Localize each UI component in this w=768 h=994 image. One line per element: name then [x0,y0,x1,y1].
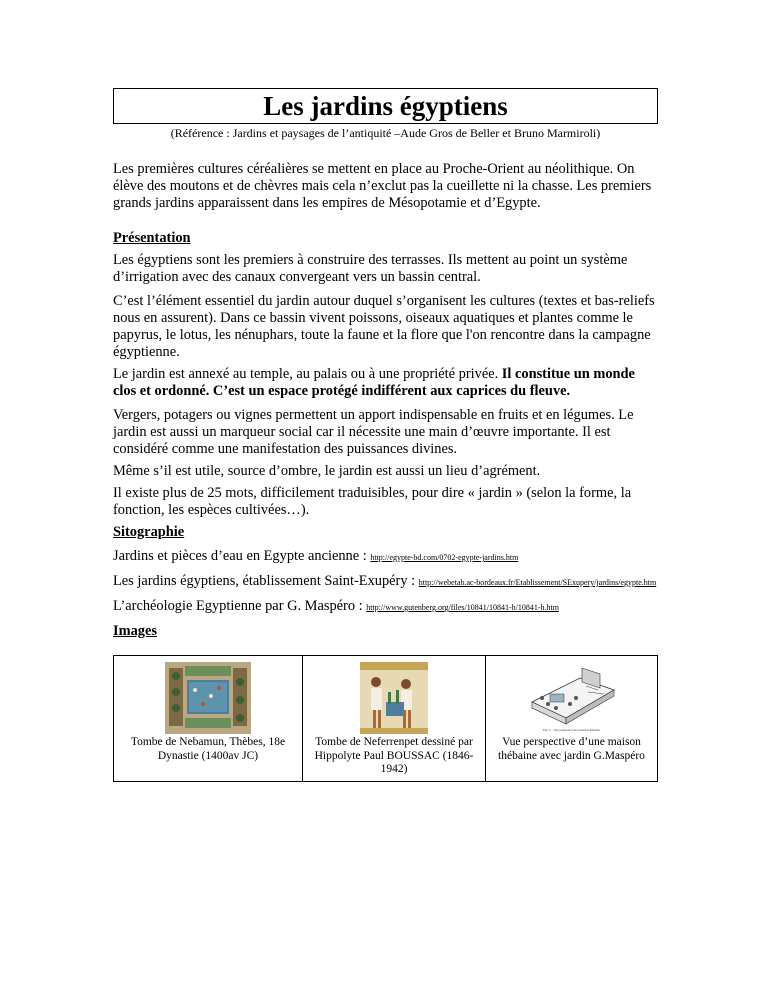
nebamun-image [117,662,299,734]
image-caption: Tombe de Neferrenpet dessiné par Hippolyte Paul BOUSSAC (1846-1942) [314,736,474,775]
paragraph-3-text: Le jardin est annexé au temple, au palais ou à une propriété privée. [113,366,502,382]
presentation-paragraph-5: Même s’il est utile, source d’ombre, le jardin est aussi un lieu d’agrément. [113,463,541,479]
presentation-heading: Présentation [113,230,191,246]
maspero-image [489,662,654,734]
presentation-paragraph-6: Il existe plus de 25 mots, difficilement traduisibles, pour dire « jardin » (selon la forme, la fonction, les espèces cultivées…). [113,485,632,518]
sitography-item [113,548,658,566]
images-heading: Images [113,623,157,639]
house-perspective-drawing [526,664,618,728]
sitography-item [113,573,658,591]
neferrenpet-image [306,662,482,734]
figure-caption: Fig. 5. – Vue perspective de la maison thébaine [543,728,600,732]
reference-note: (Référence : Jardins et paysages de l’antiquité –Aude Gros de Beller et Bruno Marmiroli) [170,126,601,140]
paragraph-3-bold: Il constitue un monde clos et ordonné. C’est un espace protégé indifférent aux caprices du fleuve. [113,366,635,399]
image-caption: Tombe de Nebamun, Thèbes, 18e Dynastie (1400av JC) [130,736,286,762]
site-link[interactable]: http://www.gutenberg.org/files/10841/10841-h/10841-h.htm [366,603,559,612]
title-box [113,88,658,124]
sitography-heading: Sitographie [113,524,185,540]
site-label: L’archéologie Egyptienne par G. Maspéro : [113,598,367,614]
site-label: Jardins et pièces d’eau en Egypte ancienne : [113,548,371,564]
presentation-paragraph-3 [113,366,658,400]
image-cell [114,656,303,782]
neferrenpet-drawing [360,662,428,734]
site-link[interactable]: http://egypte-bd.com/0702-egypte-jardins.htm [370,553,519,562]
site-link[interactable]: http://webetab.ac-bordeaux.fr/Etablissement/SExupery/jardins/egypte.htm [418,578,657,587]
presentation-paragraph-2: C’est l’élément essentiel du jardin autour duquel s’organisent les cultures (textes et bas-reliefs nous en assurent). Dans ce bassin vivent poissons, oiseaux aquatiques et plantes comme le papyrus, le lotus, les nénuphars, toute la faune et la flore que l'on rencontre dans la campagne égyptienne. [113,293,655,360]
image-cell [486,656,658,782]
presentation-paragraph-1: Les égyptiens sont les premiers à construire des terrasses. Ils mettent au point un système d’irrigation avec des canaux convergeant vers un bassin central. [113,252,628,285]
image-cell [303,656,486,782]
nebamun-painting [165,662,251,734]
image-caption: Vue perspective d’une maison thébaine avec jardin G.Maspéro [498,736,645,762]
sitography-item [113,598,658,616]
intro-paragraph: Les premières cultures céréalières se mettent en place au Proche-Orient au néolithique. On élève des moutons et de chèvres mais cela n’exclut pas la cueillette ni la chasse. Les premiers grands jardins apparaissent dans les empires de Mésopotamie et d’Egypte. [113,161,652,211]
presentation-paragraph-4: Vergers, potagers ou vignes permettent un apport indispensable en fruits et en légumes. Le jardin est aussi un marqueur social car il nécessite une main d’œuvre importante. Il est considéré comme une manifestation des puissances divines. [113,407,634,457]
document-page [113,88,658,782]
site-label: Les jardins égyptiens, établissement Saint-Exupéry : [113,573,419,589]
page-title: Les jardins égyptiens [263,91,508,121]
images-table [113,655,658,782]
